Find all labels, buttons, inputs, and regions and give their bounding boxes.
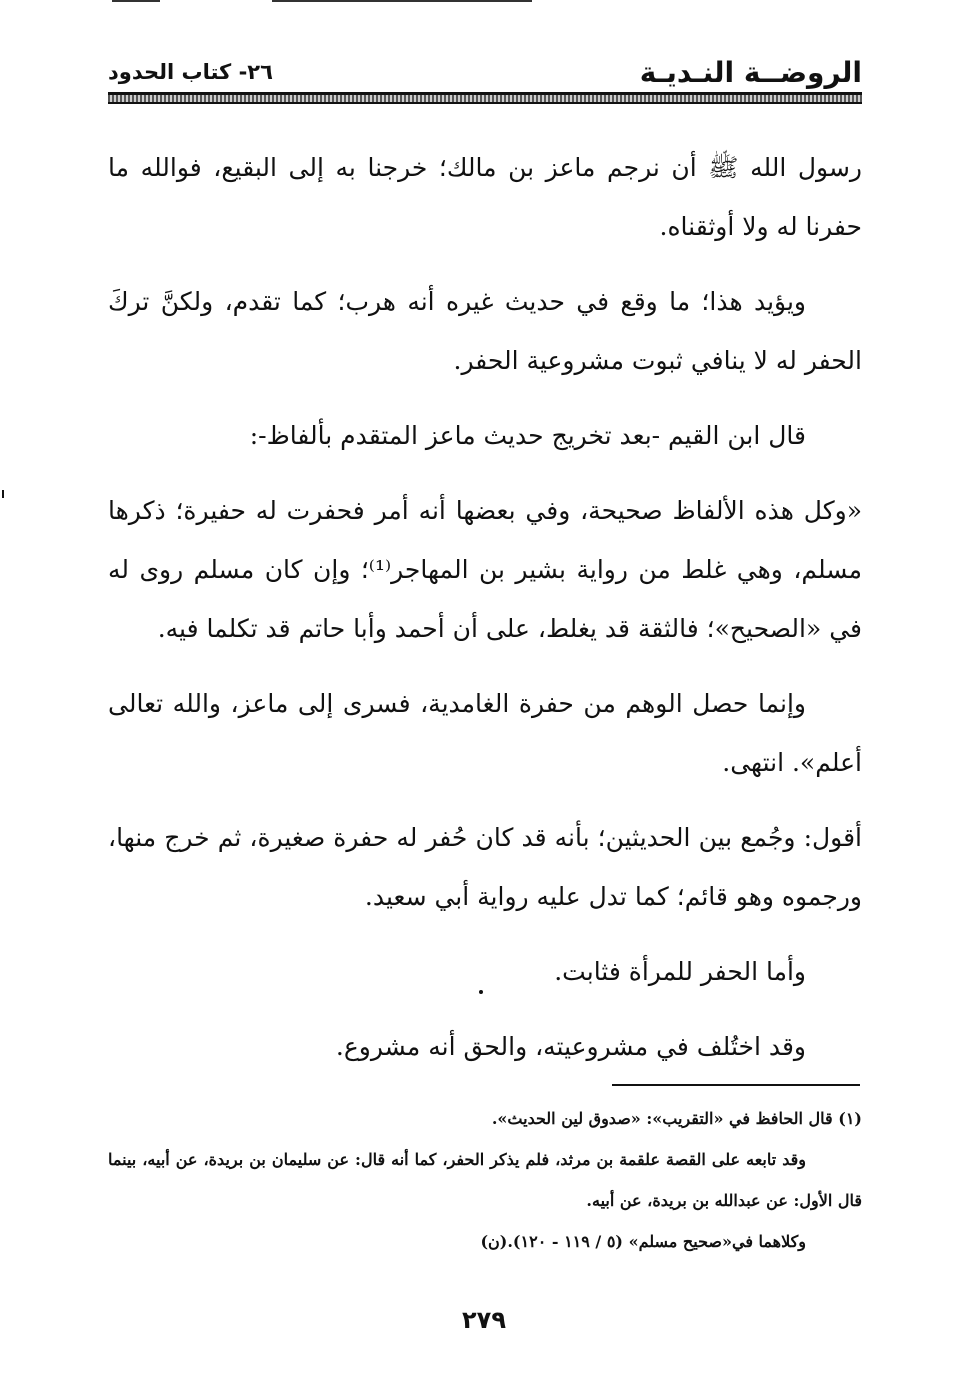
book-title: الروضــة النـديـة	[639, 56, 862, 89]
chapter-title: ٢٦- كتاب الحدود	[108, 60, 273, 84]
paragraph-7: وأما الحفر للمرأة فثابت.	[554, 957, 806, 986]
footnote-divider	[612, 1084, 860, 1086]
page-number: ٢٧٩	[462, 1306, 506, 1334]
page-header	[108, 48, 862, 100]
paragraph-4-quote: «وكل هذه الألفاظ صحيحة، وفي بعضها أنه أمر فحفرت له حفيرة؛ ذكرها مسلم، وهي غلط من رواية بشير بن المهاجر⁽¹⁾؛ وإن كان مسلم روى له في «الصحيح»؛ فالثقة قد يغلط، على أن أحمد وأبا حاتم قد تكلما فيه.	[108, 496, 862, 643]
paragraph-2: ويؤيد هذا؛ ما وقع في حديث غيره أنه هرب؛ كما تقدم، ولكنَّ تركَ الحفر له لا ينافي ثبوت مشروعية الحفر.	[108, 287, 862, 375]
footnote-1-reference: وكلاهما في«صحيح مسلم» (٥ / ١١٩ - ١٢٠).(ن)	[480, 1232, 806, 1251]
footnote-1: (١) قال الحافظ في «التقريب»: «صدوق لين الحديث».	[491, 1109, 862, 1128]
main-text	[108, 138, 862, 1092]
margin-mark	[2, 490, 4, 498]
paragraph-3: قال ابن القيم -بعد تخريج حديث ماعز المتقدم بألفاظ-:	[249, 421, 806, 450]
paragraph-5: وإنما حصل الوهم من حفرة الغامدية، فسرى إلى ماعز، والله تعالى أعلم». انتهى.	[108, 689, 862, 777]
paragraph-8: وقد اختُلف في مشروعيته، والحق أنه مشروع.	[335, 1032, 806, 1061]
paragraph-6: أقول: وجُمع بين الحديثين؛ بأنه قد كان حُفر له حفرة صغيرة، ثم خرج منها، ورجموه وهو قائم؛ كما تدل عليه رواية أبي سعيد.	[108, 823, 862, 911]
footnote-1-continuation: وقد تابعه على القصة علقمة بن مرثد، فلم يذكر الحفر، كما أنه قال: عن سليمان بن بريدة، عن أبيه، بينما قال الأول: عن عبدالله بن بريدة، عن أبيه.	[108, 1150, 862, 1210]
footnotes	[108, 1098, 862, 1262]
paragraph-1: رسول الله ﷺ أن نرجم ماعز بن مالك؛ خرجنا به إلى البقيع، فوالله ما حفرنا له ولا أوثقناه.	[108, 153, 862, 241]
scan-edge-line-left	[112, 0, 160, 2]
stray-dot	[479, 990, 483, 994]
header-divider	[108, 92, 862, 104]
scan-edge-line-center	[272, 0, 532, 2]
